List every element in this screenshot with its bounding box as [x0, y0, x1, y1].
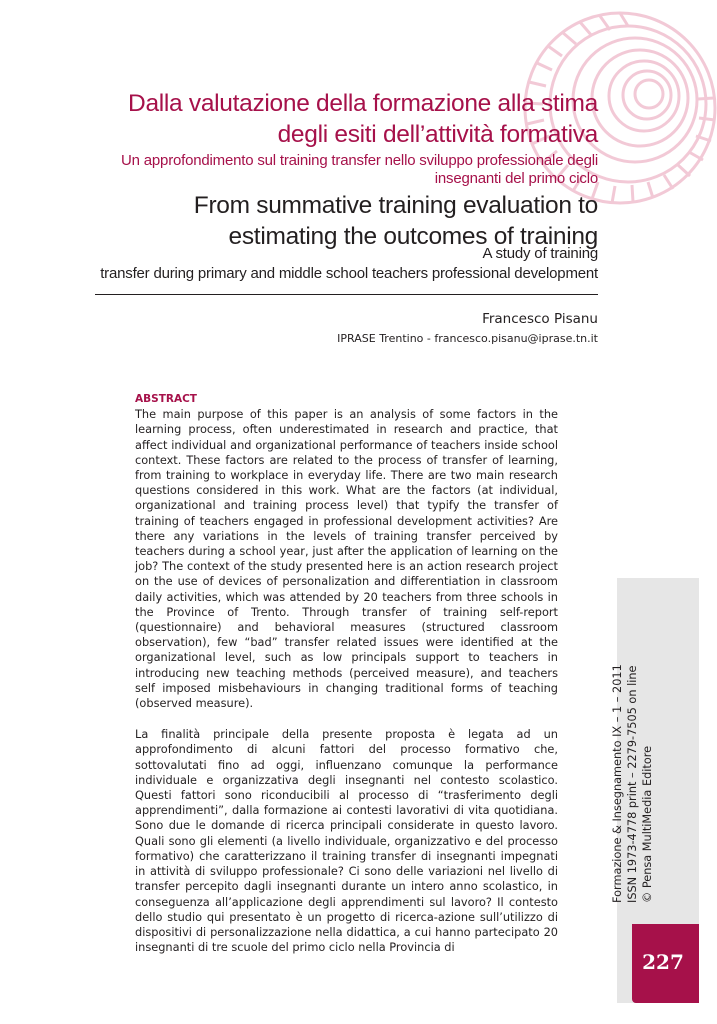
- english-subtitle-line-1: A study of training: [482, 245, 598, 262]
- italian-title: Dalla valutazione della formazione alla stima degli esiti dell’attività formativa: [128, 90, 598, 148]
- italian-subtitle: Un approfondimento sul training transfer nello sviluppo professionale degli insegnanti del primo ciclo: [121, 152, 598, 187]
- journal-issn: ISSN 1973-4778 print – 2279-7505 on line: [626, 665, 639, 903]
- english-subtitle: [90, 244, 598, 284]
- journal-issue: Formazione & Insegnamento IX – 1 – 2011: [611, 664, 624, 903]
- abstract-italian: La finalità principale della presente proposta è legata ad un approfondimento di alcuni fattori del processo formativo che, sottovalutati fino ad oggi, influenzano comunque la performance individuale e organizzativa degli insegnanti nel contesto scolastico. Questi fattori sono riconducibili al processo di “trasferimento degli apprendimenti”, dalla formazione ai contesti lavorativi di vita quotidiana. Sono due le domande di ricerca principali considerate in questo lavoro. Quali sono gli elementi (a livello individuale, organizzativo e del processo formativo) che caratterizzano il training transfer di insegnanti impegnati in attività di sviluppo professionale? Ci sono delle variazioni nel livello di transfer percepito dagli insegnanti durante un intero anno scolastico, in conseguenza all’applicazione degli apprendimenti sul lavoro? Il contesto dello studio qui presentato è un progetto di ricerca-azione sull’utilizzo di dispositivi di personalizzazione nella didattica, a cui hanno partecipato 20 insegnanti di tre scuole del primo ciclo nella Provincia di: [135, 727, 558, 955]
- abstract-english: The main purpose of this paper is an analysis of some factors in the learning process, often underestimated in research and practice, that affect individual and organizational performance of teachers inside school context. These factors are related to the process of transfer of learning, from training to workplace in everyday life. There are two main research questions considered in this work. What are the factors (at individual, organizational and training process level) that typify the transfer of training of teachers engaged in professional development activities? Are there any variations in the levels of training transfer perceived by teachers during a school year, just after the application of learning on the job? The context of the study presented here is an action research project on the use of devices of personalization and differentiation in classroom daily activities, which was attended by 20 teachers from three schools in the Province of Trento. Through transfer of training self-report (questionnaire) and behavioral measures (structured classroom observation), few “bad” transfer related issues were identified at the organizational level, such as low principals support to teachers in introducing new teaching methods (perceived measure), and teachers self imposed misbehaviours in changing traditional forms of teaching (observed measure).: [135, 407, 558, 711]
- title-divider: [95, 294, 598, 295]
- english-title: From summative training evaluation to estimating the outcomes of training: [193, 192, 598, 250]
- abstract-section: [135, 392, 558, 955]
- author-name: Francesco Pisanu: [482, 311, 598, 327]
- english-subtitle-line-2: transfer during primary and middle school teachers professional development: [100, 265, 598, 282]
- journal-publisher: © Pensa MultiMedia Editore: [641, 745, 654, 903]
- author-affiliation: IPRASE Trentino - francesco.pisanu@iprase.tn.it: [337, 332, 598, 345]
- abstract-heading: ABSTRACT: [135, 393, 197, 405]
- journal-info: [610, 603, 655, 903]
- page-number: 227: [642, 950, 684, 974]
